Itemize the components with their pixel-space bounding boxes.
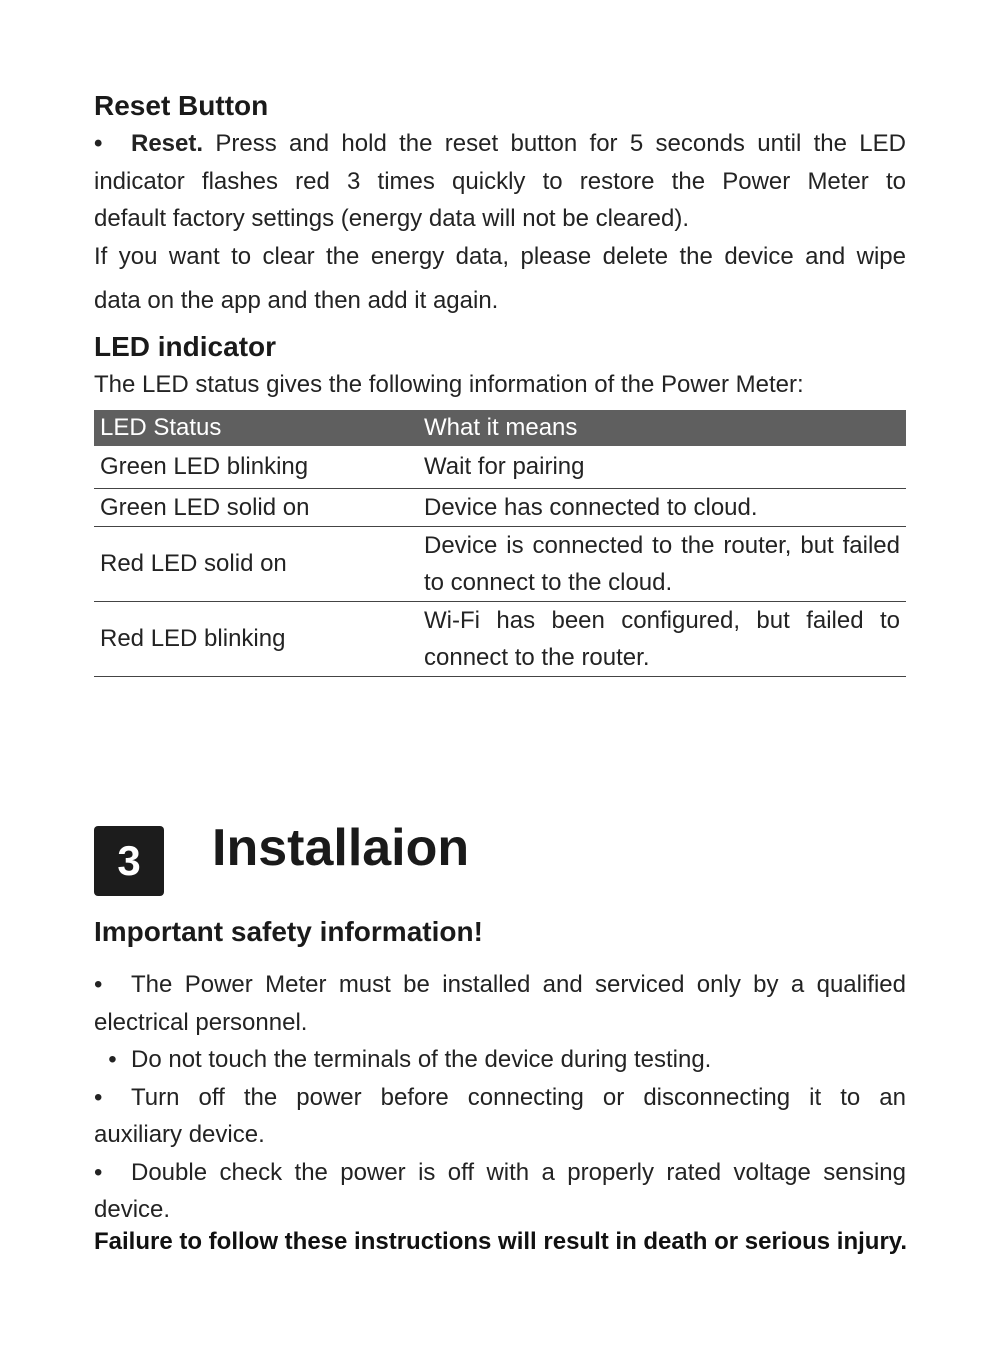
section-number-badge: 3 [94, 826, 164, 896]
bullet-icon: • [108, 1046, 117, 1073]
led-heading: LED indicator [94, 331, 277, 362]
reset-text-1: Press and hold the reset button for 5 seconds until the LED [215, 130, 906, 157]
meaning-cell: Wi-Fi has been configured, but failed to connect to the router. [418, 601, 906, 676]
led-intro [94, 366, 906, 404]
bullet-icon: • [94, 971, 103, 998]
column-header-status: LED Status [94, 410, 418, 446]
safety-item-text: The Power Meter must be installed and serviced only by a qualified [131, 971, 906, 998]
meaning-cell: Device has connected to cloud. [418, 488, 906, 526]
safety-item-1-cont: electrical personnel. [94, 1008, 308, 1036]
bullet-icon: • [94, 1083, 103, 1111]
section-title: Installaion [212, 819, 470, 877]
safety-item-2 [94, 1041, 906, 1079]
reset-line-1 [94, 125, 906, 163]
reset-lead: Reset. [131, 130, 204, 157]
status-cell: Green LED blinking [94, 446, 418, 488]
status-cell: Red LED solid on [94, 526, 418, 601]
table-row [94, 601, 906, 676]
meaning-cell: Device is connected to the router, but failed to connect to the cloud. [418, 526, 906, 601]
reset-line-2: indicator flashes red 3 times quickly to restore the Power Meter to [94, 167, 906, 195]
table-row [94, 526, 906, 601]
led-status-table [94, 410, 906, 677]
status-cell: Red LED blinking [94, 601, 418, 676]
safety-item-4 [94, 1154, 906, 1192]
reset-heading: Reset Button [94, 90, 269, 121]
safety-item-1 [94, 966, 906, 1004]
safety-item-3 [94, 1079, 906, 1117]
column-header-meaning: What it means [418, 410, 906, 446]
safety-warning: Failure to follow these instructions will result in death or serious injury. [94, 1228, 908, 1255]
bullet-icon: • [94, 130, 103, 157]
reset-line-5: data on the app and then add it again. [94, 287, 499, 314]
safety-list [94, 966, 906, 1229]
bullet-icon: • [94, 1158, 103, 1186]
meaning-cell: Wait for pairing [418, 446, 906, 488]
safety-item-4-cont: device. [94, 1196, 171, 1223]
safety-item-3-cont: auxiliary device. [94, 1121, 265, 1148]
table-row [94, 488, 906, 526]
reset-line-3: default factory settings (energy data will not be cleared). [94, 205, 689, 232]
safety-item-text: Double check the power is off with a properly rated voltage sensing [131, 1158, 906, 1186]
status-cell: Green LED solid on [94, 488, 418, 526]
table-header-row [94, 410, 906, 446]
led-intro-text: The LED status gives the following information of the Power Meter: [94, 371, 804, 398]
safety-item-text: Turn off the power before connecting or disconnecting it to an [131, 1083, 906, 1111]
safety-heading: Important safety information! [94, 916, 483, 947]
safety-item-text: Do not touch the terminals of the device during testing. [131, 1046, 712, 1073]
reset-line-4: If you want to clear the energy data, please delete the device and wipe [94, 242, 906, 270]
table-row [94, 446, 906, 488]
reset-paragraph [94, 125, 906, 320]
